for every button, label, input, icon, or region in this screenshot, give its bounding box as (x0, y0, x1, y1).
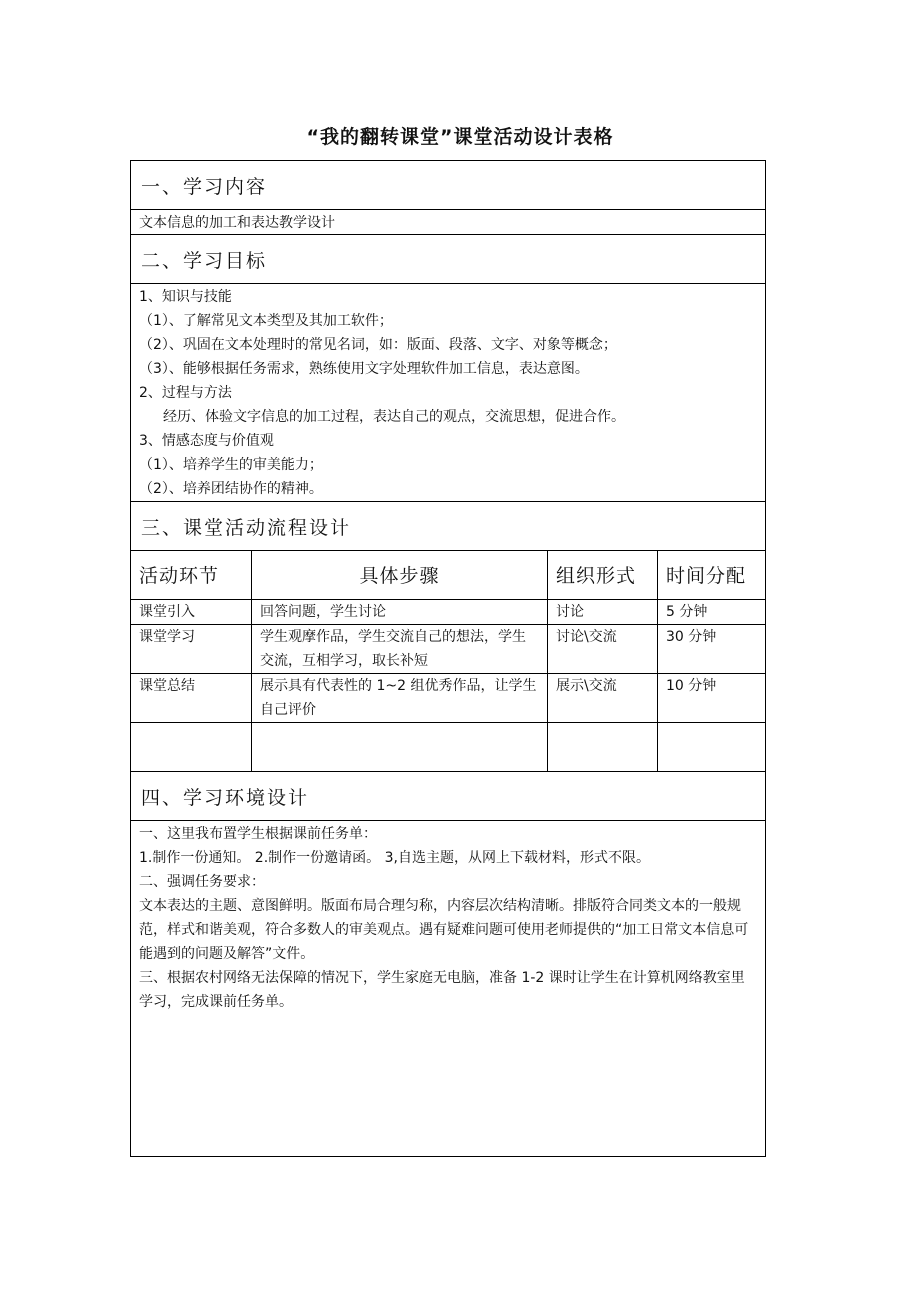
design-table (130, 160, 766, 1157)
table-cell (251, 723, 547, 772)
table-row-empty (131, 722, 765, 772)
table-cell: 学生观摩作品，学生交流自己的想法，学生交流，互相学习，取长补短 (251, 625, 547, 674)
section-2-heading (131, 234, 765, 284)
table-cell (657, 723, 767, 772)
table-cell: 10 分钟 (657, 674, 767, 723)
table-cell: 讨论 (547, 600, 657, 625)
environment-paragraph: 文本表达的主题、意图鲜明。版面布局合理匀称，内容层次结构清晰。排版符合同类文本的一般规范，样式和谐美观，符合多数人的审美观点。遇有疑难问题可使用老师提供的“加工日常文本信息可能遇到的问题及解答”文件。 (139, 898, 749, 962)
section-4-heading (131, 771, 765, 821)
objective-line: （1）、培养学生的审美能力； (139, 457, 323, 473)
environment-paragraph: 一、这里我布置学生根据课前任务单： (139, 826, 377, 842)
section-1-heading (131, 161, 765, 210)
objective-line: （2）、培养团结协作的精神。 (139, 481, 323, 497)
objective-line: 2、过程与方法 (139, 385, 232, 401)
column-header: 活动环节 (139, 564, 220, 587)
environment-paragraph: 二、强调任务要求： (139, 874, 265, 890)
table-cell: 课堂总结 (139, 678, 195, 694)
objective-line: 经历、体验文字信息的加工过程，表达自己的观点，交流思想，促进合作。 (163, 409, 625, 425)
section-3-heading (131, 501, 765, 551)
objective-line: （2）、巩固在文本处理时的常见名词，如：版面、段落、文字、对象等概念； (139, 337, 617, 353)
objective-line: （3）、能够根据任务需求，熟练使用文字处理软件加工信息，表达意图。 (139, 361, 589, 377)
section-2-content (131, 283, 765, 502)
table-cell: 课堂学习 (139, 629, 195, 645)
activity-table-header (131, 550, 765, 600)
section-1-content-text: 文本信息的加工和表达教学设计 (139, 214, 335, 231)
table-cell: 课堂引入 (139, 604, 195, 620)
column-header: 时间分配 (657, 551, 767, 600)
section-1-heading-text: 一、学习内容 (141, 176, 268, 198)
table-cell (131, 723, 251, 772)
table-cell (547, 723, 657, 772)
table-row (131, 599, 765, 625)
column-header: 组织形式 (547, 551, 657, 600)
table-cell: 30 分钟 (657, 625, 767, 674)
column-header: 具体步骤 (251, 551, 547, 600)
objective-line: 1、知识与技能 (139, 289, 232, 305)
table-cell: 展示具有代表性的 1~2 组优秀作品，让学生自己评价 (251, 674, 547, 723)
section-3-heading-text: 三、课堂活动流程设计 (141, 517, 352, 539)
document-title: “我的翻转课堂”课堂活动设计表格 (306, 126, 614, 148)
table-cell: 回答问题，学生讨论 (251, 600, 547, 625)
table-cell: 展示\交流 (547, 674, 657, 723)
table-cell: 5 分钟 (657, 600, 767, 625)
section-4-heading-text: 四、学习环境设计 (141, 787, 310, 809)
environment-paragraph: 1.制作一份通知。 2.制作一份邀请函。 3,自选主题，从网上下载材料，形式不限。 (139, 850, 650, 866)
objective-line: 3、情感态度与价值观 (139, 433, 274, 449)
section-4-content (131, 820, 765, 1157)
section-1-content (131, 209, 765, 235)
table-row (131, 624, 765, 674)
environment-paragraph: 三、根据农村网络无法保障的情况下，学生家庭无电脑，准备 1-2 课时让学生在计算机网络教室里学习，完成课前任务单。 (139, 970, 745, 1010)
objective-line: （1）、了解常见文本类型及其加工软件； (139, 313, 393, 329)
section-2-heading-text: 二、学习目标 (141, 250, 268, 272)
table-row (131, 673, 765, 723)
table-cell: 讨论\交流 (547, 625, 657, 674)
